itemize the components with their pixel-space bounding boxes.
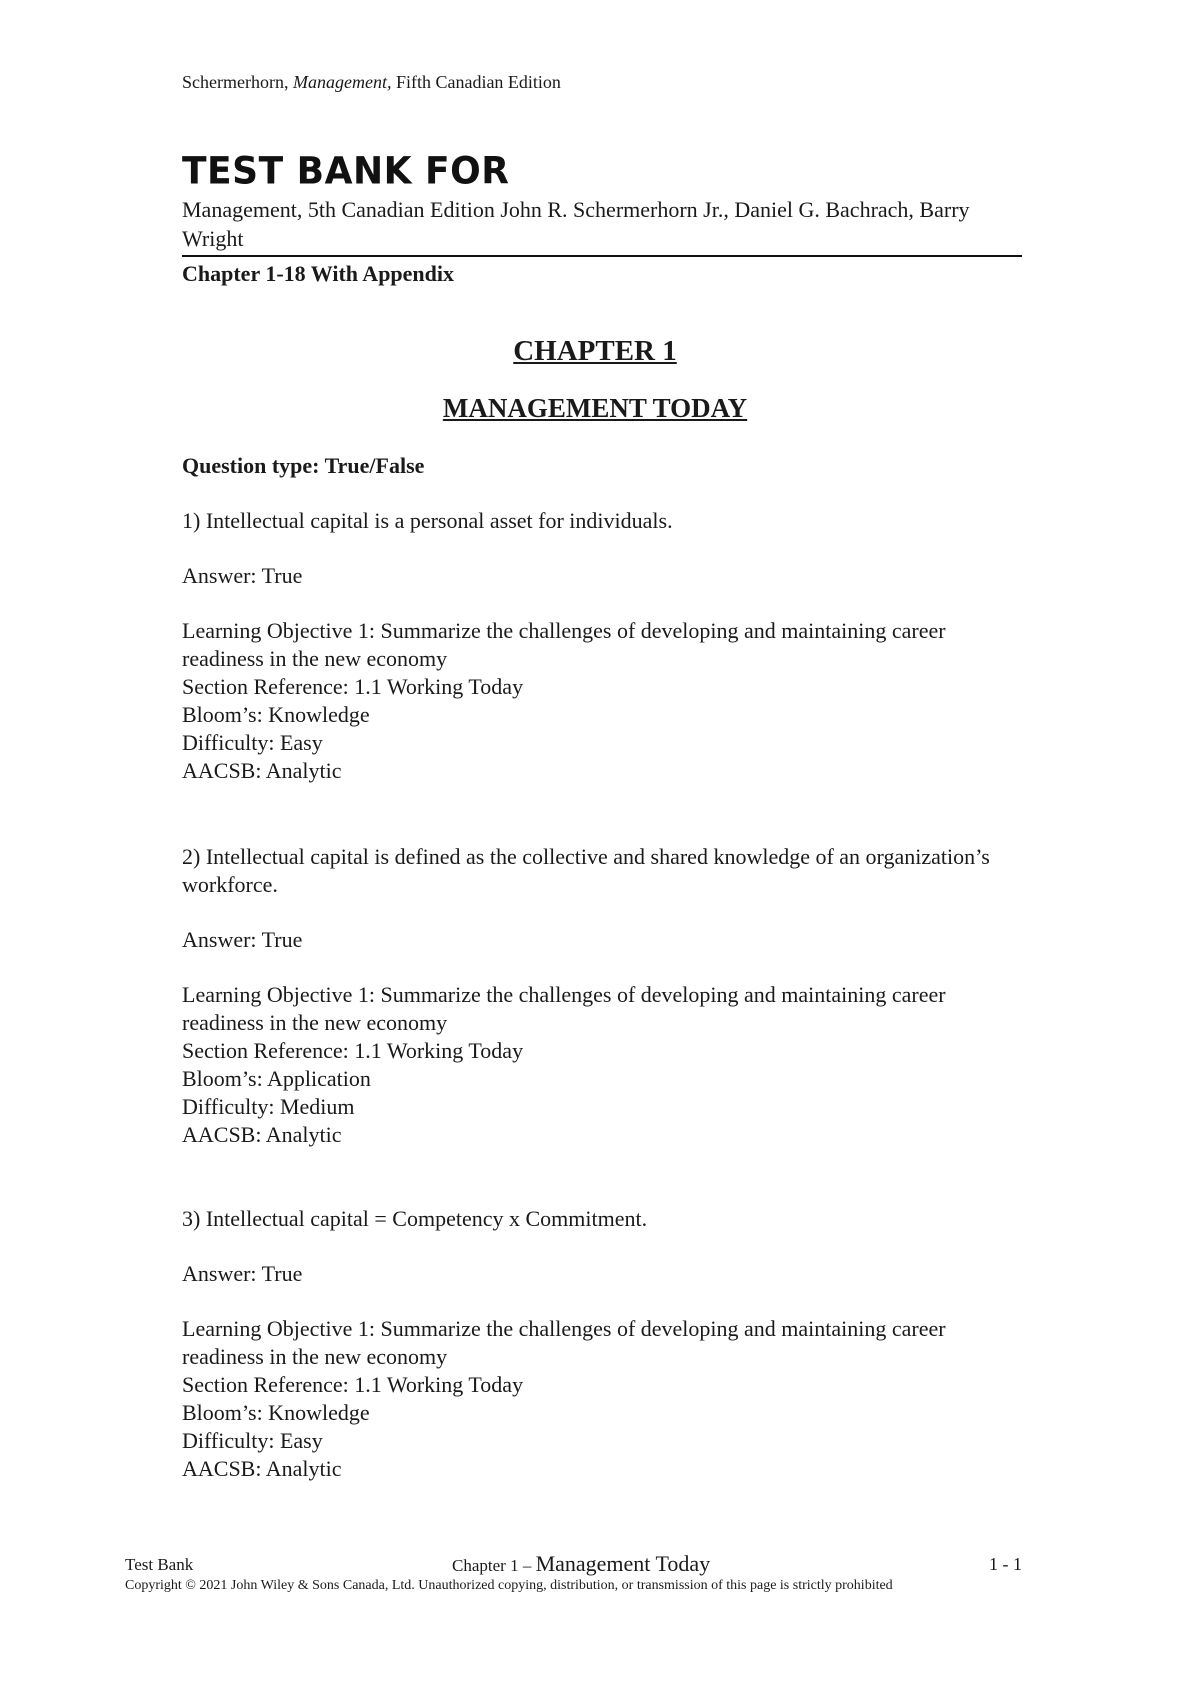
question-3 [182,1205,1032,1483]
section-reference: Section Reference: 1.1 Working Today [182,1038,524,1063]
page-number: 1 - 1 [989,1554,1022,1574]
blooms-level: Bloom’s: Knowledge [182,702,370,727]
running-header [182,72,561,93]
chapter-name: MANAGEMENT TODAY [442,393,748,423]
aacsb: AACSB: Analytic [182,1122,342,1147]
footer-chapter [452,1551,710,1577]
footer-label: Test Bank [125,1555,194,1574]
learning-objective: Learning Objective 1: Summarize the challenges of developing and maintaining career readiness in the new economy [182,618,946,671]
title-divider [182,255,1022,257]
chapter-range: Chapter 1-18 With Appendix [182,261,455,286]
section-reference: Section Reference: 1.1 Working Today [182,674,524,699]
learning-objective: Learning Objective 1: Summarize the challenges of developing and maintaining career readiness in the new economy [182,982,946,1035]
header-author: Schermerhorn, [182,72,289,92]
test-bank-title: TEST BANK FOR [182,149,510,193]
difficulty: Difficulty: Easy [182,730,323,755]
footer-chapter-title: Management Today [535,1551,711,1576]
chapter-number: CHAPTER 1 [513,335,677,367]
aacsb: AACSB: Analytic [182,758,342,783]
question-1 [182,507,1032,785]
question-text: 3) Intellectual capital = Competency x Commitment. [182,1206,648,1231]
question-answer: Answer: True [182,1261,303,1286]
book-subtitle: Management, 5th Canadian Edition John R. Schermerhorn Jr., Daniel G. Bachrach, Barry Wright [182,197,970,251]
blooms-level: Bloom’s: Application [182,1066,371,1091]
question-text: 2) Intellectual capital is defined as the collective and shared knowledge of an organization’s workforce. [182,844,990,897]
question-answer: Answer: True [182,563,303,588]
learning-objective: Learning Objective 1: Summarize the challenges of developing and maintaining career readiness in the new economy [182,1316,946,1369]
header-book: Management, [292,72,392,92]
aacsb: AACSB: Analytic [182,1456,342,1481]
blooms-level: Bloom’s: Knowledge [182,1400,370,1425]
question-type-heading: Question type: True/False [182,453,425,478]
header-edition: Fifth Canadian Edition [395,72,561,92]
question-2 [182,843,1032,1149]
difficulty: Difficulty: Medium [182,1094,355,1119]
footer-chapter-prefix: Chapter 1 – [452,1556,532,1575]
question-text: 1) Intellectual capital is a personal asset for individuals. [182,508,673,533]
question-answer: Answer: True [182,927,303,952]
difficulty: Difficulty: Easy [182,1428,323,1453]
copyright-notice: Copyright © 2021 John Wiley & Sons Canada, Ltd. Unauthorized copying, distribution, or transmission of this page is strictly prohibited [125,1578,893,1593]
section-reference: Section Reference: 1.1 Working Today [182,1372,524,1397]
